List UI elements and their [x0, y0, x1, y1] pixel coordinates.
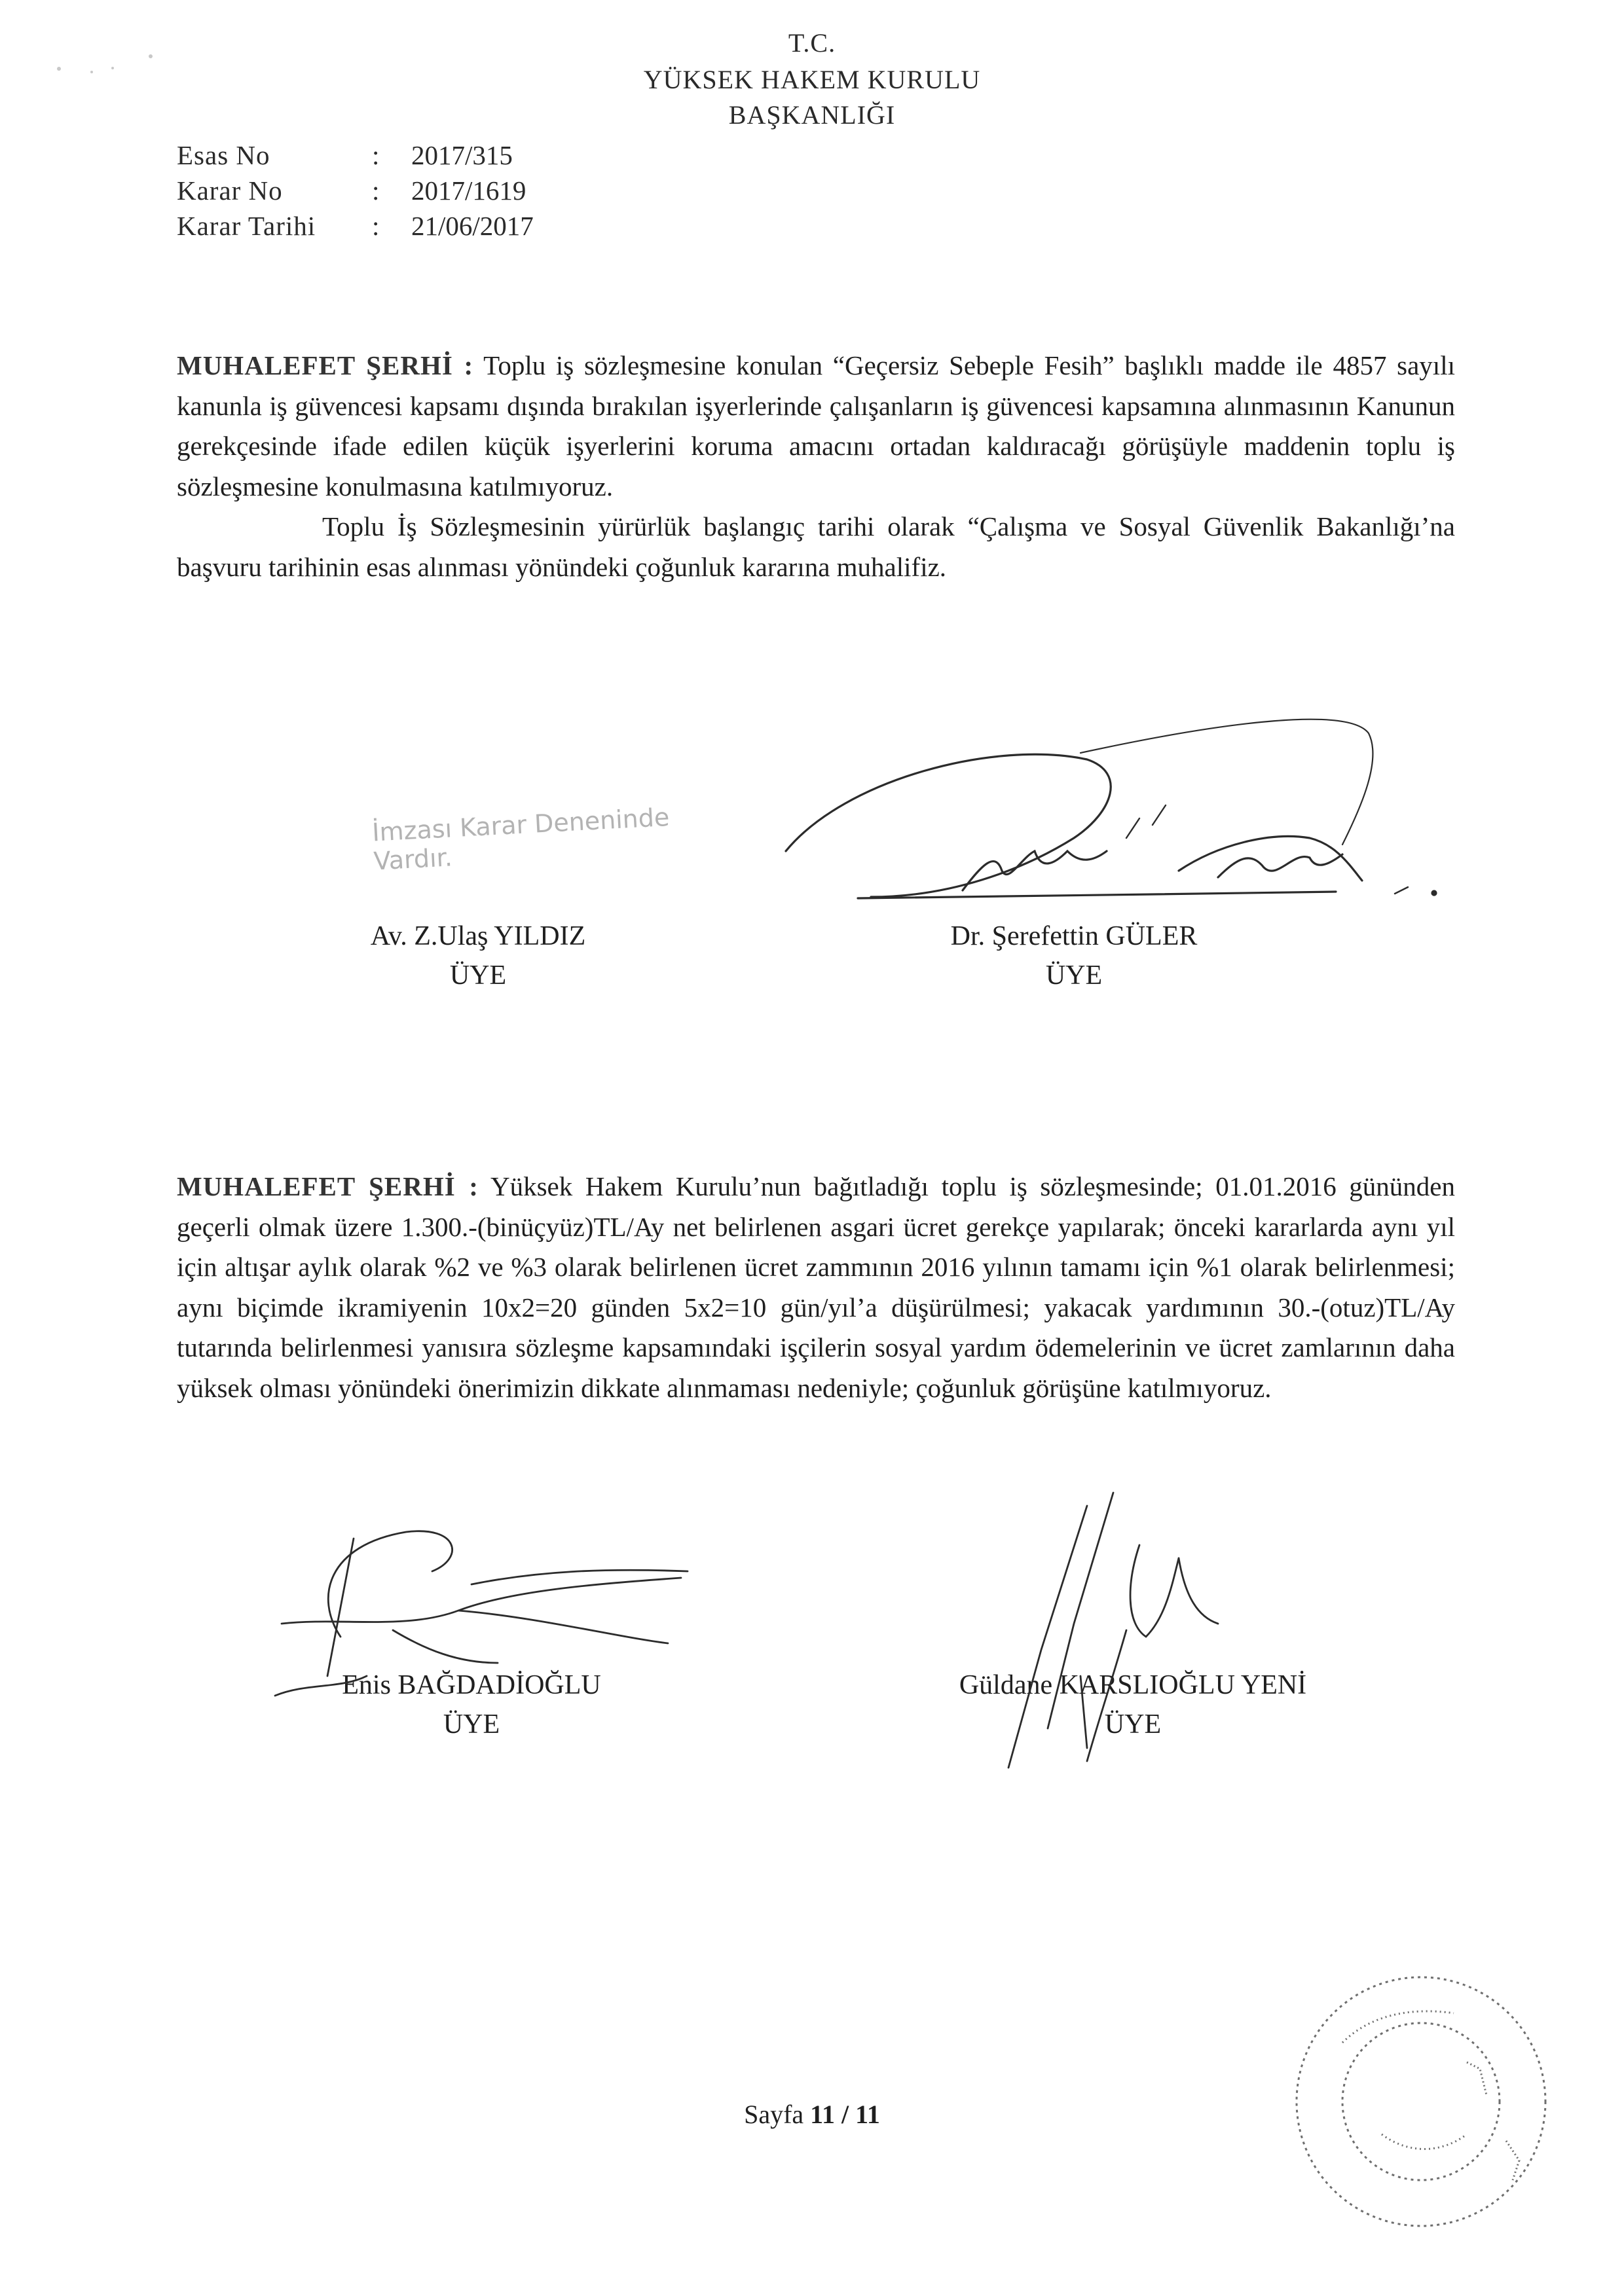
- dissent-1-text-1: Toplu iş sözleşmesine konulan “Geçersiz Sebeple Fesih” başlıklı madde ile 4857 sayılı kanunla iş güvencesi kapsamı dışında bırakılan işyerlerinde çalışanların iş güvencesi kapsamına alınmasının Kanunun gerekçesinde ifade edilen küçük işyerlerini koruma amacını ortadan kaldıracağı görüşüyle maddenin toplu iş sözleşmesine konulmasına katılmıyoruz.: [177, 350, 1455, 501]
- dissent-2-heading: MUHALEFET ŞERHİ :: [177, 1171, 479, 1201]
- dissent-1-paragraph-1: [177, 346, 1455, 507]
- karar-no-label: Karar No: [177, 175, 283, 206]
- page-number: [0, 2099, 1624, 2130]
- signatory-karslioglu-name: Güldane KARSLIOĞLU YENİ: [959, 1670, 1307, 1700]
- signature-on-file-text: İmzası Karar Deneninde Vardır.: [371, 802, 671, 876]
- case-meta-row-esas: [177, 137, 534, 173]
- karar-no-value: 2017/1619: [411, 175, 526, 206]
- case-meta-row-karar: [177, 173, 534, 208]
- dissent-1-heading: MUHALEFET ŞERHİ :: [177, 350, 474, 380]
- signature-guler: [786, 720, 1436, 898]
- dissent-1-text-2: Toplu İş Sözleşmesinin yürürlük başlangıç tarihi olarak “Çalışma ve Sosyal Güvenlik Bakanlığı’na başvuru tarihinin esas alınması yönündeki çoğunluk kararına muhalifiz.: [177, 511, 1455, 582]
- karar-tarihi-label: Karar Tarihi: [177, 211, 316, 241]
- dissent-2-paragraph: [177, 1167, 1455, 1408]
- signature-on-file-stamp: [371, 800, 716, 896]
- karar-no-sep: :: [372, 175, 380, 206]
- page-label: Sayfa: [744, 2100, 804, 2129]
- esas-no-label: Esas No: [177, 140, 270, 170]
- signatory-yildiz-role: ÜYE: [449, 960, 507, 991]
- page-current: 11: [810, 2100, 835, 2129]
- page-sep: /: [841, 2100, 849, 2129]
- esas-no-value: 2017/315: [411, 140, 513, 170]
- signatory-guler-role: ÜYE: [1045, 960, 1103, 991]
- dissent-2-text: Yüksek Hakem Kurulu’nun bağıtladığı toplu iş sözleşmesinde; 01.01.2016 gününden geçerli olmak üzere 1.300.-(binüçyüz)TL/Ay net belirlenen asgari ücret gerekçe yapılarak; önceki kararlarda aynı yıl için altışar aylık olarak %2 ve %3 olarak belirlenen ücret zammının 2016 yılının tamamı için %1 olarak belirlenmesi; aynı biçimde ikramiyenin 10x2=20 günden 5x2=10 gün/yıl’a düşürülmesi; yakacak yardımının 30.-(otuz)TL/Ay tutarında belirlenmesi yanısıra sözleşme kapsamındaki işçilerin sosyal yardım ödemelerinin ve ücret zamlarının daha yüksek olması yönündeki önerimizin dikkate alınmaması nedeniyle; çoğunluk görüşüne katılmıyoruz.: [177, 1171, 1455, 1403]
- signatory-guler-name: Dr. Şerefettin GÜLER: [950, 921, 1198, 951]
- header-country: T.C.: [788, 28, 836, 58]
- karar-tarihi-sep: :: [372, 211, 380, 241]
- case-meta: [177, 137, 534, 244]
- signatory-bagdadioglu-role: ÜYE: [443, 1709, 500, 1740]
- signatory-bagdadioglu: [288, 1666, 655, 1744]
- header-office: BAŞKANLIĞI: [728, 100, 896, 130]
- signatory-yildiz-name: Av. Z.Ulaş YILDIZ: [370, 921, 586, 951]
- dissent-opinion-2: [177, 1167, 1455, 1408]
- signatory-karslioglu-role: ÜYE: [1104, 1709, 1162, 1740]
- esas-no-sep: :: [372, 140, 380, 170]
- dissent-1-paragraph-2: [177, 507, 1455, 587]
- header-institution: YÜKSEK HAKEM KURULU: [643, 65, 981, 94]
- karar-tarihi-value: 21/06/2017: [411, 211, 534, 241]
- signatory-guler: [904, 917, 1244, 995]
- signatory-yildiz: [314, 917, 642, 995]
- page-total: 11: [855, 2100, 880, 2129]
- signatory-bagdadioglu-name: Enis BAĞDADİOĞLU: [342, 1670, 601, 1700]
- dissent-opinion-1: [177, 346, 1455, 587]
- signatory-karslioglu: [904, 1666, 1362, 1744]
- case-meta-row-tarih: [177, 208, 534, 244]
